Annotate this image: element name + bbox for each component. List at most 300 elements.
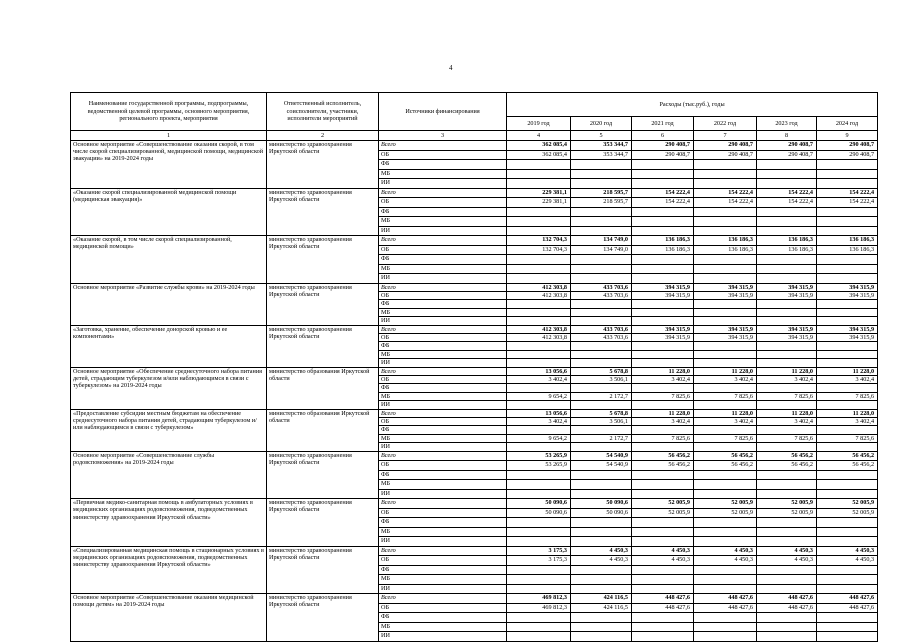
funding-source: ИИ xyxy=(379,317,507,325)
amount-cell: 394 315,9 xyxy=(632,291,694,299)
amount-cell: 362 085,4 xyxy=(507,141,571,151)
amount-cell: 4 450,3 xyxy=(571,556,632,566)
amount-cell: 7 825,6 xyxy=(757,392,817,400)
amount-cell: 52 005,9 xyxy=(757,508,817,518)
amount-cell: 9 654,2 xyxy=(507,434,571,442)
measure-executor: министерство здравоохранения Иркутской области xyxy=(267,188,379,236)
funding-source: МБ xyxy=(379,480,507,490)
amount-cell xyxy=(817,489,878,499)
funding-source: ОБ xyxy=(379,198,507,208)
funding-source: МБ xyxy=(379,392,507,400)
funding-source: ФБ xyxy=(379,565,507,575)
table-row xyxy=(71,499,878,509)
amount-cell xyxy=(694,359,757,367)
amount-cell xyxy=(757,470,817,480)
amount-cell xyxy=(571,217,632,227)
funding-source: ФБ xyxy=(379,160,507,170)
table-row xyxy=(71,236,878,246)
header-year: 2024 год xyxy=(817,117,878,131)
amount-cell: 7 825,6 xyxy=(632,392,694,400)
amount-cell: 448 427,6 xyxy=(817,594,878,604)
measure-name: «Заготовка, хранение, обеспечение донорской кровью и ее компонентами» xyxy=(71,325,267,367)
amount-cell: 394 315,9 xyxy=(757,333,817,341)
column-number: 3 xyxy=(379,131,507,141)
funding-source: ИИ xyxy=(379,226,507,236)
amount-cell: 3 402,4 xyxy=(757,375,817,383)
amount-cell: 53 265,9 xyxy=(507,461,571,471)
amount-cell: 4 450,3 xyxy=(757,556,817,566)
amount-cell xyxy=(571,527,632,537)
table-row xyxy=(71,594,878,604)
amount-cell: 56 456,2 xyxy=(632,461,694,471)
amount-cell: 154 222,4 xyxy=(817,188,878,198)
header-source: Источники финансирования xyxy=(379,93,507,131)
amount-cell xyxy=(507,274,571,284)
amount-cell: 433 703,6 xyxy=(571,333,632,341)
amount-cell: 154 222,4 xyxy=(694,188,757,198)
funding-source: МБ xyxy=(379,169,507,179)
amount-cell: 3 175,3 xyxy=(507,546,571,556)
funding-source: ОБ xyxy=(379,291,507,299)
funding-source: Всего xyxy=(379,409,507,417)
amount-cell: 7 825,6 xyxy=(694,434,757,442)
amount-cell: 56 456,2 xyxy=(817,451,878,461)
amount-cell xyxy=(757,613,817,623)
amount-cell: 11 228,0 xyxy=(632,409,694,417)
amount-cell: 412 303,8 xyxy=(507,291,571,299)
amount-cell xyxy=(507,613,571,623)
measure-executor: министерство здравоохранения Иркутской области xyxy=(267,546,379,594)
amount-cell xyxy=(757,480,817,490)
amount-cell: 4 450,3 xyxy=(694,556,757,566)
amount-cell xyxy=(694,169,757,179)
amount-cell: 50 090,6 xyxy=(571,508,632,518)
amount-cell xyxy=(632,359,694,367)
amount-cell xyxy=(757,342,817,350)
amount-cell xyxy=(632,470,694,480)
amount-cell: 52 005,9 xyxy=(757,499,817,509)
amount-cell: 469 812,3 xyxy=(507,603,571,613)
amount-cell xyxy=(571,308,632,316)
amount-cell xyxy=(632,575,694,585)
amount-cell: 394 315,9 xyxy=(694,333,757,341)
amount-cell xyxy=(694,179,757,189)
funding-source: ОБ xyxy=(379,375,507,383)
measure-executor: министерство здравоохранения Иркутской области xyxy=(267,594,379,642)
funding-source: Всего xyxy=(379,499,507,509)
amount-cell: 3 402,4 xyxy=(507,418,571,426)
amount-cell: 3 402,4 xyxy=(694,418,757,426)
amount-cell xyxy=(507,359,571,367)
amount-cell xyxy=(694,622,757,632)
table-row xyxy=(71,451,878,461)
amount-cell: 3 402,4 xyxy=(757,418,817,426)
amount-cell xyxy=(694,401,757,409)
amount-cell xyxy=(507,342,571,350)
amount-cell xyxy=(632,443,694,451)
amount-cell: 52 005,9 xyxy=(694,499,757,509)
funding-source: ФБ xyxy=(379,470,507,480)
amount-cell xyxy=(817,537,878,547)
amount-cell: 154 222,4 xyxy=(632,198,694,208)
measure-name: «Оказание скорой специализированной медицинской помощи (медицинская эвакуация)» xyxy=(71,188,267,236)
funding-source: Всего xyxy=(379,451,507,461)
amount-cell: 394 315,9 xyxy=(817,333,878,341)
funding-source: ФБ xyxy=(379,255,507,265)
amount-cell xyxy=(632,565,694,575)
amount-cell xyxy=(757,443,817,451)
amount-cell xyxy=(507,179,571,189)
amount-cell xyxy=(632,518,694,528)
amount-cell: 52 005,9 xyxy=(632,499,694,509)
amount-cell: 4 450,3 xyxy=(757,546,817,556)
amount-cell xyxy=(571,480,632,490)
amount-cell: 448 427,6 xyxy=(694,603,757,613)
amount-cell xyxy=(571,401,632,409)
measure-executor: министерство здравоохранения Иркутской области xyxy=(267,141,379,189)
header-executor: Ответственный исполнитель, соисполнители, участники, исполнители мероприятий xyxy=(267,93,379,131)
amount-cell xyxy=(571,274,632,284)
funding-source: ОБ xyxy=(379,150,507,160)
amount-cell xyxy=(694,317,757,325)
amount-cell xyxy=(507,308,571,316)
amount-cell: 229 381,1 xyxy=(507,198,571,208)
amount-cell xyxy=(632,584,694,594)
amount-cell: 11 228,0 xyxy=(817,367,878,375)
amount-cell: 154 222,4 xyxy=(694,198,757,208)
amount-cell: 11 228,0 xyxy=(757,409,817,417)
amount-cell: 3 506,1 xyxy=(571,375,632,383)
amount-cell xyxy=(507,160,571,170)
amount-cell xyxy=(817,401,878,409)
amount-cell: 136 186,3 xyxy=(757,236,817,246)
funding-source: ФБ xyxy=(379,384,507,392)
amount-cell xyxy=(817,226,878,236)
amount-cell: 353 344,7 xyxy=(571,150,632,160)
amount-cell: 229 381,1 xyxy=(507,188,571,198)
amount-cell xyxy=(694,584,757,594)
funding-source: Всего xyxy=(379,367,507,375)
amount-cell xyxy=(507,300,571,308)
column-number: 4 xyxy=(507,131,571,141)
header-expenses: Расходы (тыс.руб.), годы xyxy=(507,93,878,117)
amount-cell: 56 456,2 xyxy=(757,451,817,461)
amount-cell: 13 056,6 xyxy=(507,367,571,375)
amount-cell xyxy=(571,426,632,434)
amount-cell xyxy=(571,179,632,189)
funding-source: ФБ xyxy=(379,426,507,434)
table-row xyxy=(71,188,878,198)
amount-cell: 424 116,5 xyxy=(571,594,632,604)
funding-source: ИИ xyxy=(379,179,507,189)
amount-cell: 394 315,9 xyxy=(817,283,878,291)
amount-cell: 136 186,3 xyxy=(632,236,694,246)
amount-cell xyxy=(757,160,817,170)
amount-cell xyxy=(571,622,632,632)
funding-source: ОБ xyxy=(379,603,507,613)
funding-source: МБ xyxy=(379,434,507,442)
amount-cell: 4 450,3 xyxy=(571,546,632,556)
funding-source: МБ xyxy=(379,622,507,632)
amount-cell: 132 704,3 xyxy=(507,245,571,255)
amount-cell: 412 303,8 xyxy=(507,333,571,341)
amount-cell xyxy=(571,342,632,350)
amount-cell xyxy=(507,350,571,358)
amount-cell xyxy=(507,401,571,409)
amount-cell xyxy=(757,537,817,547)
amount-cell xyxy=(632,401,694,409)
amount-cell xyxy=(757,217,817,227)
amount-cell xyxy=(507,622,571,632)
amount-cell xyxy=(694,274,757,284)
funding-source: ФБ xyxy=(379,518,507,528)
amount-cell xyxy=(507,518,571,528)
table-row xyxy=(71,367,878,375)
amount-cell xyxy=(694,300,757,308)
amount-cell xyxy=(694,384,757,392)
amount-cell: 136 186,3 xyxy=(757,245,817,255)
measure-executor: министерство здравоохранения Иркутской области xyxy=(267,451,379,499)
measure-executor: министерство здравоохранения Иркутской области xyxy=(267,499,379,547)
amount-cell xyxy=(507,584,571,594)
amount-cell xyxy=(817,359,878,367)
amount-cell: 448 427,6 xyxy=(757,594,817,604)
amount-cell xyxy=(632,613,694,623)
amount-cell xyxy=(571,489,632,499)
amount-cell: 7 825,6 xyxy=(817,434,878,442)
amount-cell xyxy=(571,169,632,179)
amount-cell xyxy=(817,470,878,480)
measure-name: Основное мероприятие «Совершенствование службы родовспоможения» на 2019-2024 годы xyxy=(71,451,267,499)
amount-cell xyxy=(757,565,817,575)
amount-cell xyxy=(694,443,757,451)
amount-cell: 54 540,9 xyxy=(571,451,632,461)
amount-cell xyxy=(632,480,694,490)
amount-cell: 52 005,9 xyxy=(817,508,878,518)
amount-cell xyxy=(571,350,632,358)
amount-cell: 5 678,8 xyxy=(571,409,632,417)
amount-cell xyxy=(507,207,571,217)
amount-cell xyxy=(694,264,757,274)
amount-cell xyxy=(694,350,757,358)
funding-source: Всего xyxy=(379,283,507,291)
amount-cell: 394 315,9 xyxy=(757,291,817,299)
amount-cell xyxy=(632,300,694,308)
amount-cell: 11 228,0 xyxy=(694,409,757,417)
amount-cell xyxy=(507,226,571,236)
amount-cell xyxy=(694,480,757,490)
amount-cell xyxy=(632,207,694,217)
amount-cell: 13 056,6 xyxy=(507,409,571,417)
amount-cell xyxy=(632,384,694,392)
amount-cell: 394 315,9 xyxy=(632,333,694,341)
amount-cell xyxy=(632,255,694,265)
amount-cell: 136 186,3 xyxy=(817,245,878,255)
amount-cell xyxy=(507,384,571,392)
funding-source: Всего xyxy=(379,236,507,246)
column-number: 6 xyxy=(632,131,694,141)
measure-executor: министерство здравоохранения Иркутской области xyxy=(267,283,379,325)
amount-cell: 290 408,7 xyxy=(632,141,694,151)
funding-source: Всего xyxy=(379,141,507,151)
amount-cell: 4 450,3 xyxy=(694,546,757,556)
amount-cell xyxy=(632,426,694,434)
amount-cell xyxy=(817,255,878,265)
column-number: 9 xyxy=(817,131,878,141)
amount-cell xyxy=(757,179,817,189)
funding-source: ИИ xyxy=(379,489,507,499)
amount-cell xyxy=(571,359,632,367)
amount-cell xyxy=(571,584,632,594)
amount-cell: 4 450,3 xyxy=(817,556,878,566)
amount-cell: 3 402,4 xyxy=(632,375,694,383)
amount-cell: 136 186,3 xyxy=(694,245,757,255)
amount-cell: 56 456,2 xyxy=(694,461,757,471)
amount-cell: 394 315,9 xyxy=(694,283,757,291)
amount-cell: 394 315,9 xyxy=(817,325,878,333)
amount-cell xyxy=(507,537,571,547)
funding-source: Всего xyxy=(379,188,507,198)
amount-cell xyxy=(694,160,757,170)
amount-cell: 290 408,7 xyxy=(694,150,757,160)
amount-cell: 448 427,6 xyxy=(757,603,817,613)
funding-source: ОБ xyxy=(379,556,507,566)
amount-cell xyxy=(571,613,632,623)
amount-cell xyxy=(507,480,571,490)
measure-executor: министерство здравоохранения Иркутской области xyxy=(267,325,379,367)
amount-cell xyxy=(632,179,694,189)
amount-cell: 3 402,4 xyxy=(817,418,878,426)
amount-cell xyxy=(757,226,817,236)
amount-cell xyxy=(757,622,817,632)
amount-cell: 469 812,3 xyxy=(507,594,571,604)
funding-source: ИИ xyxy=(379,359,507,367)
amount-cell xyxy=(632,350,694,358)
amount-cell xyxy=(632,274,694,284)
amount-cell xyxy=(817,160,878,170)
amount-cell: 56 456,2 xyxy=(694,451,757,461)
amount-cell xyxy=(571,264,632,274)
amount-cell: 52 005,9 xyxy=(632,508,694,518)
amount-cell xyxy=(571,565,632,575)
measure-name: Основное мероприятие «Совершенствование оказания медицинской помощи детям» на 2019-2024 годы xyxy=(71,594,267,642)
amount-cell xyxy=(632,226,694,236)
amount-cell xyxy=(817,217,878,227)
amount-cell xyxy=(694,342,757,350)
amount-cell: 218 595,7 xyxy=(571,198,632,208)
funding-source: ОБ xyxy=(379,418,507,426)
amount-cell xyxy=(757,300,817,308)
amount-cell xyxy=(694,527,757,537)
funding-source: Всего xyxy=(379,594,507,604)
funding-source: МБ xyxy=(379,308,507,316)
amount-cell: 433 703,6 xyxy=(571,325,632,333)
amount-cell: 3 175,3 xyxy=(507,556,571,566)
amount-cell xyxy=(507,527,571,537)
header-year: 2023 год xyxy=(757,117,817,131)
amount-cell xyxy=(571,300,632,308)
amount-cell xyxy=(817,179,878,189)
amount-cell: 3 402,4 xyxy=(694,375,757,383)
amount-cell: 56 456,2 xyxy=(632,451,694,461)
amount-cell: 2 172,7 xyxy=(571,434,632,442)
amount-cell xyxy=(632,622,694,632)
amount-cell xyxy=(694,308,757,316)
amount-cell xyxy=(694,575,757,585)
amount-cell xyxy=(757,317,817,325)
amount-cell: 50 090,6 xyxy=(507,508,571,518)
amount-cell: 353 344,7 xyxy=(571,141,632,151)
amount-cell xyxy=(571,207,632,217)
amount-cell xyxy=(757,359,817,367)
amount-cell: 3 402,4 xyxy=(507,375,571,383)
amount-cell: 290 408,7 xyxy=(757,141,817,151)
amount-cell: 2 172,7 xyxy=(571,392,632,400)
header-year: 2019 год xyxy=(507,117,571,131)
header-name: Наименование государственной программы, подпрограммы, ведомственной целевой программы, основного мероприятия, регионального проекта, мероприятия xyxy=(71,93,267,131)
amount-cell xyxy=(757,575,817,585)
amount-cell: 394 315,9 xyxy=(694,291,757,299)
funding-source: МБ xyxy=(379,217,507,227)
amount-cell xyxy=(757,274,817,284)
table-row xyxy=(71,409,878,417)
amount-cell xyxy=(632,169,694,179)
amount-cell xyxy=(817,575,878,585)
amount-cell: 394 315,9 xyxy=(694,325,757,333)
amount-cell xyxy=(507,426,571,434)
column-number: 2 xyxy=(267,131,379,141)
amount-cell xyxy=(507,565,571,575)
amount-cell: 362 085,4 xyxy=(507,150,571,160)
amount-cell: 134 749,0 xyxy=(571,236,632,246)
amount-cell: 448 427,6 xyxy=(694,594,757,604)
amount-cell xyxy=(632,264,694,274)
amount-cell xyxy=(757,384,817,392)
funding-source: ОБ xyxy=(379,333,507,341)
header-year: 2022 год xyxy=(694,117,757,131)
funding-source: ФБ xyxy=(379,342,507,350)
amount-cell xyxy=(757,527,817,537)
amount-cell xyxy=(757,518,817,528)
table-body xyxy=(71,141,878,642)
amount-cell: 433 703,6 xyxy=(571,283,632,291)
amount-cell: 290 408,7 xyxy=(817,150,878,160)
amount-cell: 11 228,0 xyxy=(632,367,694,375)
amount-cell: 154 222,4 xyxy=(757,198,817,208)
amount-cell xyxy=(507,217,571,227)
amount-cell: 3 402,4 xyxy=(632,418,694,426)
measure-name: Основное мероприятие «Развитие службы крови» на 2019-2024 годы xyxy=(71,283,267,325)
amount-cell: 11 228,0 xyxy=(694,367,757,375)
amount-cell: 154 222,4 xyxy=(632,188,694,198)
amount-cell xyxy=(817,300,878,308)
column-number: 1 xyxy=(71,131,267,141)
amount-cell: 54 540,9 xyxy=(571,461,632,471)
amount-cell xyxy=(757,308,817,316)
measure-executor: министерство образования Иркутской области xyxy=(267,409,379,451)
amount-cell xyxy=(507,255,571,265)
column-number: 8 xyxy=(757,131,817,141)
column-number: 7 xyxy=(694,131,757,141)
amount-cell: 424 116,5 xyxy=(571,603,632,613)
amount-cell: 412 303,8 xyxy=(507,283,571,291)
amount-cell: 136 186,3 xyxy=(632,245,694,255)
amount-cell xyxy=(632,537,694,547)
amount-cell xyxy=(694,537,757,547)
amount-cell xyxy=(817,518,878,528)
amount-cell xyxy=(571,226,632,236)
amount-cell xyxy=(632,160,694,170)
